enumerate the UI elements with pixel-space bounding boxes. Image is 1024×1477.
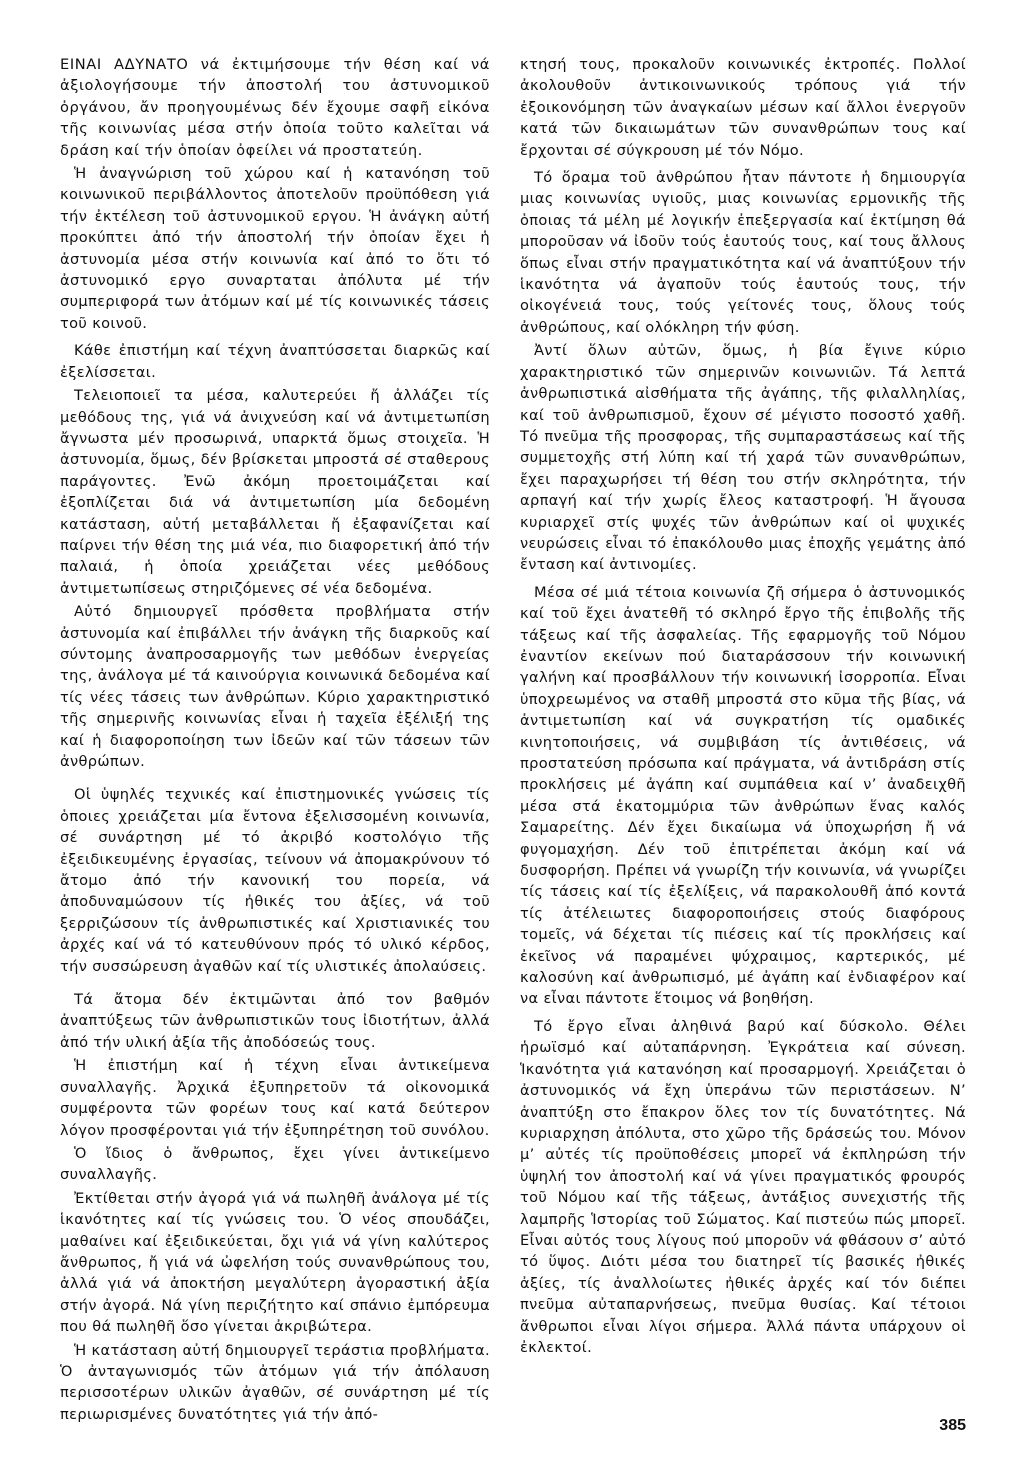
paragraph: Τό ὅραμα τοῦ ἀνθρώπου ἦταν πάντοτε ἡ δημιουργία μιας κοινωνίας υγιοῦς, μιας κοινωνίας ερμονικῆς τῆς ὁποιας τά μέλη μέ λογικήν ἐπεξεργασία καί ἐκτίμηση θά μποροῦσαν νά ἰδοῦν τούς ἑαυτούς τους, καί τους ἄλλους ὅπως εἶναι στήν πραγματικότητα καί νά ἀναπτύξουν τήν ἱκανότητα νά ἀγαποῦν τούς ἑαυτούς τους, τήν οἰκογένειά τους, τούς γείτονές τους, ὅλους τούς ἀνθρώπους, καί ολόκληρη τήν φύση. (520, 169, 966, 336)
paragraph: Οἱ ὑψηλές τεχνικές καί ἐπιστημονικές γνώσεις τίς ὁποιες χρειάζεται μία ἔντονα ἐξελισσομένη κοινωνία, σέ συνάρτηση μέ τό ἀκριβό κοστολόγιο τῆς ἐξειδικευμένης ἐργασίας, τείνουν νά ἀπομακρύνουν τό ἄτομο ἀπό τήν κανονική του πορεία, νά ἀποδυναμώσουν τίς ἠθικές του ἀξίες, νά τοῦ ξερριζώσουν τίς ἀνθρωπιστικές καί Χριστιανικές του ἀρχές καί νά τό κατευθύνουν πρός τό υλικό κέρδος, τήν συσσώρευση ἀγαθῶν καί τίς υλιστικές ἀπολαύσεις. (60, 786, 490, 975)
right-column (520, 54, 966, 1360)
paragraph: Τά ἄτομα δέν ἐκτιμῶνται ἀπό τον βαθμόν ἀναπτύξεως τῶν ἀνθρωπιστικῶν τους ἰδιοτήτων, ἀλλά ἀπό τήν υλική ἀξία τῆς ἀποδόσεώς τους. (60, 991, 490, 1051)
paragraph: Ὁ ἴδιος ὁ ἄνθρωπος, ἔχει γίνει ἀντικείμενο συναλλαγῆς. (60, 1144, 490, 1184)
paragraph: Αὐτό δημιουργεῖ πρόσθετα προβλήματα στήν ἀστυνομία καί ἐπιβάλλει τήν ἀνάγκη τῆς διαρκοῦς καί σύντομης ἀναπροσαρμογῆς των μεθόδων ἐνεργείας της, ἀνάλογα μέ τά καινούργια κοινωνικά δεδομένα καί τίς νέες τάσεις των ἀνθρώπων. Κύριο χαρακτηριστικό τῆς σημερινῆς κοινωνίας εἶναι ἡ ταχεῖα ἐξέλιξή της καί ἡ διαφοροποίηση των ἰδεῶν καί τῶν τάσεων τῶν ἀνθρώπων. (60, 603, 490, 770)
paragraph: Τελειοποιεῖ τα μέσα, καλυτερεύει ἤ ἀλλάζει τίς μεθόδους της, γιά νά ἀνιχνεύση καί νά ἀντιμετωπίση ἄγνωστα μέν προσωρινά, υπαρκτά ὅμως στοιχεῖα. Ἡ ἀστυνομία, ὅμως, δέν βρίσκεται μπροστά σέ σταθερους παράγοντες. Ἐνῶ ἀκόμη προετοιμάζεται καί ἐξοπλίζεται διά νά ἀντιμετωπίση μία δεδομένη κατάσταση, αὐτή μεταβάλλεται ἤ ἐξαφανίζεται καί παίρνει τήν θέση της μιά νέα, πιο διαφορετική ἀπό τήν παλαιά, ἡ ὁποία χρειάζεται νέες μεθόδους ἀντιμετωπίσεως στηριζόμενες σέ νέα δεδομένα. (60, 387, 490, 597)
paragraph: Ἐκτίθεται στήν ἀγορά γιά νά πωληθῆ ἀνάλογα μέ τίς ἱκανότητες καί τίς γνώσεις του. Ὁ νέος σπουδάζει, μαθαίνει καί ἐξειδικεύεται, ὄχι γιά νά γίνη καλύτερος ἄνθρωπος, ἤ γιά νά ὠφελήση τούς συνανθρώπους του, ἀλλά γιά νά ἀποκτήση μεγαλύτερη ἀγοραστική ἀξία στήν ἀγορά. Νά γίνη περιζήτητο καί σπάνιο ἐμπόρευμα που θά πωληθῆ ὅσο γίνεται ἀκριβώτερα. (60, 1189, 490, 1336)
paragraph: Μέσα σέ μιά τέτοια κοινωνία ζῆ σήμερα ὁ ἀστυνομικός καί τοῦ ἔχει ἀνατεθῆ τό σκληρό ἔργο τῆς ἐπιβολῆς τῆς τάξεως καί τῆς ἀσφαλείας. Τῆς εφαρμογῆς τοῦ Νόμου ἐναντίον εκείνων πού διαταράσσουν τήν κοινωνική γαλήνη καί προσβάλλουν τήν κοινωνική ἰσορροπία. Εἶναι ὑποχρεωμένος να σταθῆ μπροστά στο κῦμα τῆς βίας, νά ἀντιμετωπίση καί νά συγκρατήση τίς ομαδικές κινητοποιήσεις, νά συμβιβάση τίς ἀντιθέσεις, νά προστατεύση πρόσωπα καί πράγματα, νά ἀντιδράση στίς προκλήσεις μέ ἀγάπη καί συμπάθεια καί ν’ ἀναδειχθῆ μέσα στά ἑκατομμύρια τῶν ἀνθρώπων ἕνας καλός Σαμαρείτης. Δέν ἔχει δικαίωμα νά ὑποχωρήση ἤ νά φυγομαχήση. Δέν τοῦ ἐπιτρέπεται ἀκόμη καί νά δυσφορήση. Πρέπει νά γνωρίζη τήν κοινωνία, νά γνωρίζει τίς τάσεις καί τίς ἐξελίξεις, νά παρακολουθῆ ἀπό κοντά τίς ἀτέλειωτες διαφοροποιήσεις στούς διαφόρους τομεῖς, νά δέχεται τίς πιέσεις καί τίς προκλήσεις καί ἐκεῖνος νά παραμένει ψύχραιμος, καρτερικός, μέ καλοσύνη καί ἀνθρωπισμό, μέ ἀγάπη καί ἐνδιαφέρον καί να εἶναι πάντοτε ἕτοιμος νά βοηθήση. (520, 583, 966, 1008)
paragraph: Κάθε ἐπιστήμη καί τέχνη ἀναπτύσσεται διαρκῶς καί ἐξελίσσεται. (60, 342, 490, 381)
paragraph: Ἡ ἀναγνώριση τοῦ χώρου καί ἡ κατανόηση τοῦ κοινωνικοῦ περιβάλλοντος ἀποτελοῦν προϋπόθεση γιά τήν ἐκτέλεση τοῦ ἀστυνομικοῦ εργου. Ἡ ἀνάγκη αὐτή προκύπτει ἀπό τήν ἀποστολή τήν ὁποίαν ἔχει ἡ ἀστυνομία μέσα στήν κοινωνία καί ἀπό το ὅτι τό ἀστυνομικό εργο συναρταται ἀπόλυτα μέ τήν συμπεριφορά των ἀτόμων καί μέ τίς κοινωνικές τάσεις τοῦ κοινοῦ. (60, 165, 490, 332)
opening-paragraph: ΕΙΝΑΙ ΑΔΥΝΑΤΟ νά ἐκτιμήσουμε τήν θέση καί νά ἀξιολογήσουμε τήν ἀποστολή του ἀστυνομικοῦ ὀργάνου, ἄν προηγουμένως δέν ἔχουμε σαφῆ εἰκόνα τῆς κοινωνίας μέσα στήν ὁποία τοῦτο καλεῖται νά δράση καί τήν ὁποίαν ὀφείλει νά προστατεύη. (60, 56, 490, 159)
paragraph: Ἡ κατάσταση αὐτή δημιουργεῖ τεράστια προβλήματα. Ὁ ἀνταγωνισμός τῶν ἀτόμων γιά τήν ἀπόλαυση περισσοτέρων υλικῶν ἀγαθῶν, σέ συνάρτηση μέ τίς περιωρισμένες δυνατότητες γιά τήν ἀπό- (60, 1341, 490, 1423)
paragraph: Ἡ ἐπιστήμη καί ἡ τέχνη εἶναι ἀντικείμενα συναλλαγῆς. Ἀρχικά ἐξυπηρετοῦν τά οἰκονομικά συμφέροντα τῶν φορέων τους καί κατά δεύτερον λόγον προσφέρονται γιά τήν ἐξυπηρέτηση τοῦ συνόλου. (60, 1057, 490, 1139)
paragraph: Ἀντί ὅλων αὐτῶν, ὅμως, ἡ βία ἔγινε κύριο χαρακτηριστικό τῶν σημερινῶν κοινωνιῶν. Τά λεπτά ἀνθρωπιστικά αἰσθήματα τῆς ἀγάπης, τῆς φιλαλληλίας, καί τοῦ ἀνθρωπισμοῦ, ἔχουν σέ μέγιστο ποσοστό χαθῆ. Τό πνεῦμα τῆς προσφορας, τῆς συμπαραστάσεως καί τῆς συμμετοχῆς στή λύπη καί τή χαρά τῶν συνανθρώπων, ἔχει παραχωρήσει τή θέση του στήν σκληρότητα, τήν αρπαγή καί τήν χωρίς ἔλεος καταστροφή. Ἡ ἄγουσα κυριαρχεῖ στίς ψυχές τῶν ἀνθρώπων καί οἱ ψυχικές νευρώσεις εἶναι τό ἐπακόλουθο μιας ἐποχῆς γεμάτης ἀπό ἔνταση καί ἀντινομίες. (520, 342, 966, 574)
page-number: 385 (939, 1417, 966, 1434)
left-column (60, 54, 490, 1427)
paragraph: κτησή τους, προκαλοῦν κοινωνικές ἐκτροπές. Πολλοί ἀκολουθοῦν ἀντικοινωνικούς τρόπους γιά τήν ἐξοικονόμηση τῶν ἀναγκαίων μέσων καί ἄλλοι ἐνεργοῦν κατά τῶν δικαιωμάτων τῶν συνανθρώπων τους καί ἔρχονται σέ σύγκρουση μέ τόν Νόμο. (520, 56, 966, 159)
paragraph: Τό ἔργο εἶναι ἀληθινά βαρύ καί δύσκολο. Θέλει ἡρωϊσμό καί αὐταπάρνηση. Ἐγκράτεια καί σύνεση. Ἱκανότητα γιά κατανόηση καί προσαρμογή. Χρειάζεται ὁ ἀστυνομικός νά ἔχη ὑπεράνω τῶν περιστάσεων. Ν’ ἀναπτύξη στο ἔπακρον ὅλες τον τίς δυνατότητες. Νά κυριαρχηση ἀπόλυτα, στο χῶρο τῆς δράσεώς του. Μόνον μ’ αὐτές τίς προϋποθέσεις μπορεῖ νά ἐκπληρώση τήν ὑψηλή τον ἀποστολή καί νά γίνει πραγματικός φρουρός τοῦ Νόμου καί τῆς τάξεως, ἀντάξιος συνεχιστής τῆς λαμπρῆς Ἱστορίας τοῦ Σώματος. Καί πιστεύω πώς μπορεῖ. Εἶναι αὐτός τους λίγους πού μποροῦν νά φθάσουν σ’ αὐτό τό ὕψος. Διότι μέσα του διατηρεῖ τίς βασικές ἠθικές ἀξίες, τίς ἀναλλοίωτες ἠθικές ἀρχές καί τόν διέπει πνεῦμα αὐταπαρνήσεως, πνεῦμα θυσίας. Καί τέτοιοι ἄνθρωποι εἶναι λίγοι σήμερα. Ἀλλά πάντα υπάρχουν οἱ ἐκλεκτοί. (520, 1017, 966, 1356)
